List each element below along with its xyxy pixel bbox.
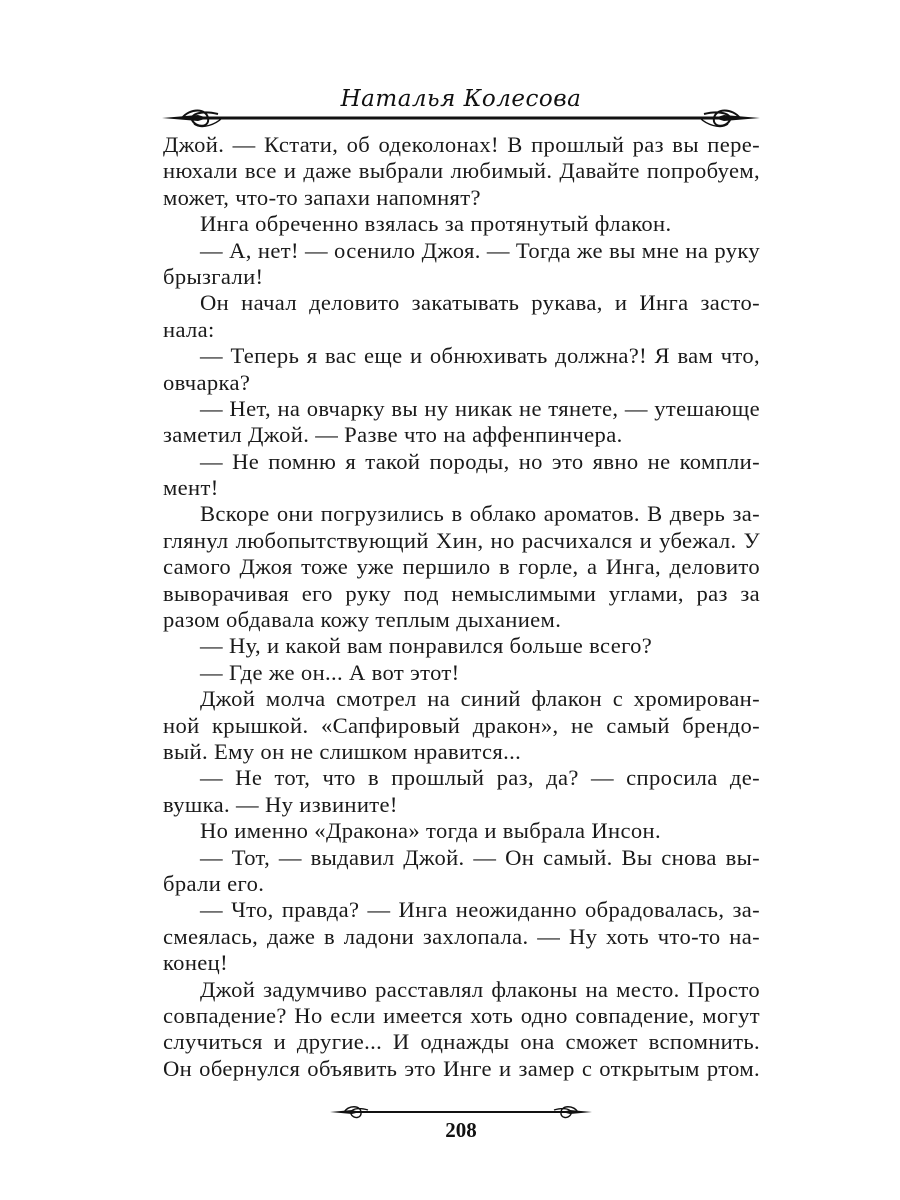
text-line: самого Джоя тоже уже першило в горле, а Инга, деловито	[163, 554, 760, 580]
text-line: нюхали все и даже выбрали любимый. Давайте попробуем,	[163, 158, 760, 184]
text-line: совпадение? Но если имеется хоть одно совпадение, могут	[163, 1002, 760, 1028]
text-line: брали его.	[163, 870, 265, 896]
text-line: Вскоре они погрузились в облако ароматов. В дверь за-	[200, 501, 760, 527]
text-line: Джой. — Кстати, об одеколонах! В прошлый раз вы пере-	[163, 132, 760, 157]
text-line: вый. Ему он не слишком нравится...	[163, 738, 522, 764]
text-line: Он обернулся объявить это Инге и замер с открытым ртом.	[163, 1055, 760, 1081]
text-line: мент!	[163, 475, 219, 501]
text-line: вушка. — Ну извините!	[163, 791, 398, 817]
text-line: Он начал деловито закатывать рукава, и Инга засто-	[200, 290, 760, 316]
text-line: смеялась, даже в ладони захлопала. — Ну хоть что-то на-	[163, 923, 760, 949]
author-name: Наталья Колесова	[340, 86, 582, 112]
text-line: ной крышкой. «Сапфировый дракон», не самый брендо-	[163, 712, 760, 738]
text-line: конец!	[163, 950, 228, 976]
text-line: Инга обреченно взялась за протянутый флакон.	[200, 211, 672, 237]
running-head	[162, 80, 760, 140]
text-line: может, что-то запахи напомнят?	[163, 184, 481, 210]
text-line: выворачивая его руку под немыслимыми углами, раз за	[163, 580, 760, 606]
flourish-rule-icon	[162, 106, 760, 130]
text-line: — Где же он... А вот этот!	[200, 659, 460, 685]
text-line: Но именно «Дракона» тогда и выбрала Инсон.	[200, 818, 661, 844]
text-line: — Что, правда? — Инга неожиданно обрадовалась, за-	[200, 897, 760, 923]
text-line: заметил Джой. — Разве что на аффенпинчера.	[163, 422, 623, 448]
text-line: — Тот, — выдавил Джой. — Он самый. Вы снова вы-	[200, 844, 760, 870]
text-line: случиться и другие... И однажды она сможет вспомнить.	[163, 1029, 760, 1055]
text-line: овчарка?	[163, 369, 251, 395]
page-footer	[330, 1100, 592, 1160]
text-line: нала:	[163, 316, 215, 342]
text-line: брызгали!	[163, 263, 264, 289]
text-line: Джой задумчиво расставлял флаконы на место. Просто	[200, 976, 760, 1002]
text-line: — Не тот, что в прошлый раз, да? — спросила де-	[200, 765, 760, 791]
text-line: глянул любопытствующий Хин, но расчихался и убежал. У	[163, 527, 760, 553]
body-text	[163, 132, 760, 1082]
text-line: — Теперь я вас еще и обнюхивать должна?! Я вам что,	[200, 343, 760, 369]
text-line: — Ну, и какой вам понравился больше всего?	[200, 633, 653, 659]
text-line: — А, нет! — осенило Джоя. — Тогда же вы мне на руку	[200, 237, 760, 263]
page-number: 208	[445, 1118, 477, 1142]
text-line: Джой молча смотрел на синий флакон с хромирован-	[200, 686, 760, 712]
text-line: разом обдавала кожу теплым дыханием.	[163, 607, 562, 633]
text-line: — Нет, на овчарку вы ну никак не тянете, — утешающе	[200, 395, 760, 421]
text-line: — Не помню я такой породы, но это явно не компли-	[200, 448, 760, 474]
